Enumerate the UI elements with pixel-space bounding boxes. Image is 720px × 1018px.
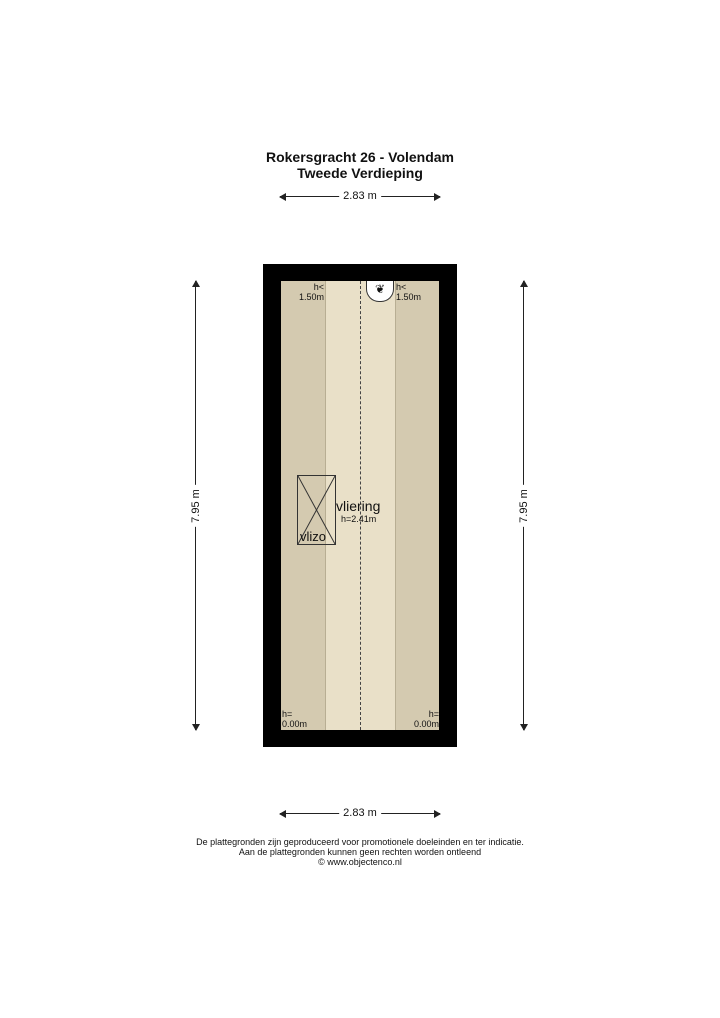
disclaimer-line: Aan de plattegronden kunnen geen rechten worden ontleend [238, 847, 482, 857]
arrow-down-icon [520, 724, 528, 731]
plan-address-title: Rokersgracht 26 - Volendam [265, 149, 455, 165]
height-label-line: h= [282, 709, 293, 719]
arrow-left-icon [279, 193, 286, 201]
copyright-line: © www.objectenco.nl [318, 857, 402, 867]
height-label-line: 0.00m [414, 719, 440, 729]
height-label-line: h= [428, 709, 440, 719]
arrow-left-icon [279, 810, 286, 818]
chimney-icon: ❦ [374, 282, 386, 296]
height-label-top-left [299, 282, 324, 302]
height-label-top-right [396, 282, 421, 302]
height-boundary-line [395, 281, 396, 730]
bottom-width-label: 2.83 m [339, 807, 381, 819]
right-depth-label: 7.95 m [518, 485, 530, 527]
height-label-line: 1.50m [396, 292, 422, 302]
height-label-line: 1.50m [299, 292, 325, 302]
height-label-line: h< [313, 282, 325, 292]
attic-hatch [297, 475, 336, 545]
height-label-line: h< [396, 282, 407, 292]
height-label-bottom-left [282, 709, 307, 729]
arrow-up-icon [192, 280, 200, 287]
height-label-line: 0.00m [282, 719, 308, 729]
top-width-dimension [280, 190, 440, 204]
room-name-label: vliering [336, 498, 381, 514]
disclaimer-line: De plattegronden zijn geproduceerd voor promotionele doeleinden en ter indicatie. [196, 837, 524, 847]
attic-floor [281, 281, 439, 730]
plan-floor-title: Tweede Verdieping [297, 165, 423, 181]
chimney [366, 281, 394, 302]
bottom-width-dimension [280, 807, 440, 821]
low-height-zone-right [395, 281, 439, 730]
arrow-right-icon [434, 810, 441, 818]
room-height-label: h=2.41m [341, 514, 377, 524]
arrow-down-icon [192, 724, 200, 731]
arrow-right-icon [434, 193, 441, 201]
right-depth-dimension [517, 281, 531, 730]
arrow-up-icon [520, 280, 528, 287]
height-label-bottom-right [414, 709, 439, 729]
left-depth-label: 7.95 m [190, 485, 202, 527]
top-width-label: 2.83 m [339, 190, 381, 202]
left-depth-dimension [189, 281, 203, 730]
hatch-label: vlizo [300, 529, 327, 544]
